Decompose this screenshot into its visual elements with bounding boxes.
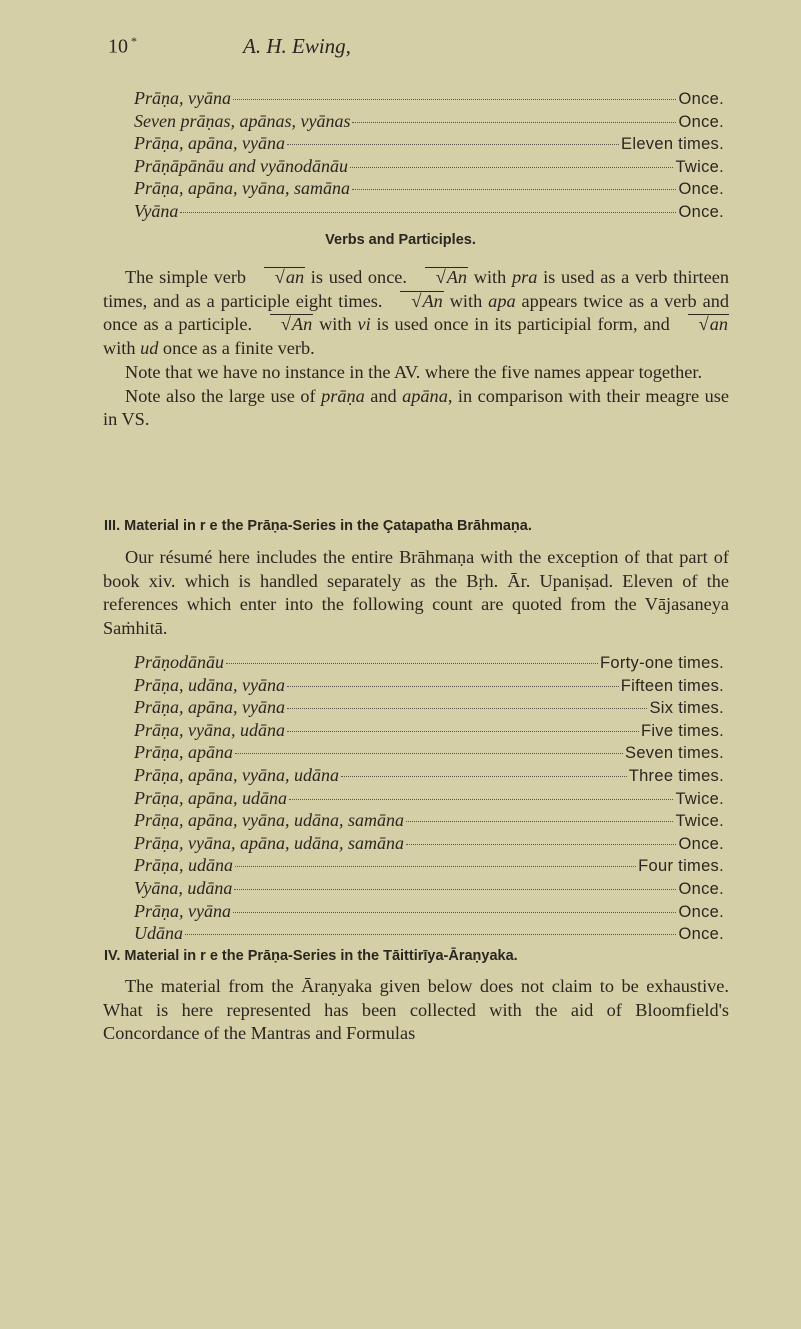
item-label: Prāṇa, vyāna, apāna, udāna, samāna (134, 832, 404, 853)
item-label: Prāṇodānāu (134, 652, 224, 672)
root-an-5: √ an (688, 314, 729, 333)
count-list-av (134, 88, 724, 224)
item-label: Vyāna (134, 200, 179, 221)
leader-dots (233, 912, 676, 913)
item-count: Once. (678, 879, 724, 898)
item-label: Seven prāṇas, apānas, vyānas (134, 110, 351, 131)
section-4-text: The material from the Āraṇyaka given below does not claim to be exhaustive. What is here represented has been collected with the aid of Bloomfield's Concordance of the Mantras and Formulas (103, 976, 729, 1044)
section-3-paragraph (103, 546, 729, 641)
leader-dots (352, 122, 676, 123)
list-item (134, 765, 724, 788)
item-count: Once. (678, 834, 724, 853)
list-item (134, 156, 724, 179)
item-count: Once. (678, 925, 724, 944)
item-count: Four times. (638, 857, 724, 876)
page-mark: * (131, 34, 137, 48)
list-item (134, 810, 724, 833)
leader-dots (287, 144, 619, 145)
item-label: Prāṇa, apāna, vyāna, udāna, samāna (134, 810, 404, 831)
section-3-text: Our résumé here includes the entire Brāhmaṇa with the exception of that part of book xiv. which is handled separately as the Bṛh. Ār. Upaniṣad. Eleven of the references which enter into the following count are quoted from the Vājasaneya Saṁhitā. (103, 547, 729, 639)
item-count: Once. (678, 902, 724, 921)
item-label: Prāṇa, udāna, vyāna (134, 674, 285, 695)
item-count: Once. (678, 112, 724, 131)
root-an-3: √ An (400, 291, 443, 310)
list-item (134, 178, 724, 201)
list-item (134, 88, 724, 111)
section-4-paragraph (103, 975, 729, 1046)
root-an-4: √ An (270, 314, 313, 333)
list-item (134, 923, 724, 946)
item-label: Udāna (134, 923, 183, 944)
list-item (134, 833, 724, 856)
item-count: Five times. (640, 721, 724, 740)
item-count: Twice. (675, 789, 724, 808)
item-label: Prāṇa, vyāna (134, 900, 231, 921)
item-label: Prāṇa, apāna, udāna (134, 787, 287, 808)
verbs-heading: Verbs and Participles. (325, 232, 476, 248)
list-item (134, 855, 724, 878)
section-3-heading: III. Material in r e the Prāṇa-Series in the Çatapatha Brāhmaṇa. (104, 518, 532, 534)
leader-dots (406, 844, 676, 845)
list-item (134, 788, 724, 811)
leader-dots (352, 189, 676, 190)
leader-dots (406, 821, 673, 822)
list-item (134, 133, 724, 156)
item-count: Six times. (649, 699, 724, 718)
list-item (134, 742, 724, 765)
item-count: Once. (678, 90, 724, 108)
section-4-heading: IV. Material in r e the Prāṇa-Series in the Tāittirīya-Āraṇyaka. (104, 948, 518, 964)
item-count: Fifteen times. (620, 676, 724, 695)
item-count: Twice. (675, 812, 724, 831)
leader-dots (289, 799, 673, 800)
leader-dots (235, 753, 623, 754)
leader-dots (235, 866, 636, 867)
leader-dots (226, 663, 598, 664)
leader-dots (233, 99, 676, 100)
note-five-names: Note that we have no instance in the AV. where the five names appear together. (125, 361, 703, 382)
root-an-2: √ An (425, 267, 468, 286)
item-count: Twice. (675, 157, 724, 176)
page-header (108, 34, 728, 64)
running-head: A. H. Ewing, (243, 34, 351, 58)
verbs-text: The simple verb √ an is used once. √ An with pra is used as a verb thirteen times, and as a participle eight times. √ An with apa appears twice as a verb and once as a participle. √ An with vi is used once in its participial form, and √ an with ud once as a finite verb. (103, 266, 729, 361)
item-count: Seven times. (625, 744, 724, 763)
note-large-use: Note also the large use of prāṇa and apāna, in comparison with their meagre use in VS. (103, 385, 729, 430)
item-label: Prāṇa, apāna (134, 742, 233, 763)
leader-dots (287, 731, 639, 732)
item-label: Prāṇa, apāna, vyāna, samāna (134, 178, 350, 199)
list-item (134, 201, 724, 224)
item-count: Forty-one times. (600, 654, 724, 672)
leader-dots (287, 708, 648, 709)
list-item (134, 878, 724, 901)
item-label: Prāṇa, apāna, vyāna (134, 697, 285, 718)
leader-dots (341, 776, 627, 777)
item-label: Prāṇa, vyāna (134, 88, 231, 108)
list-item (134, 720, 724, 743)
root-an-1: √ an (264, 267, 305, 286)
item-label: Prāṇa, apāna, vyāna (134, 133, 285, 154)
list-item (134, 697, 724, 720)
item-count: Once. (678, 180, 724, 199)
item-label: Prāṇa, vyāna, udāna (134, 719, 285, 740)
item-count: Three times. (628, 766, 724, 785)
verbs-paragraph (103, 266, 729, 432)
item-count: Eleven times. (621, 135, 724, 154)
list-item (134, 675, 724, 698)
leader-dots (287, 686, 619, 687)
leader-dots (185, 934, 676, 935)
count-list-sb (134, 652, 724, 946)
item-label: Prāṇāpānāu and vyānodānāu (134, 155, 348, 176)
item-label: Prāṇa, udāna (134, 855, 233, 876)
item-label: Vyāna, udāna (134, 877, 233, 898)
page-number: 10 * (108, 34, 137, 58)
list-item (134, 652, 724, 675)
item-label: Prāṇa, apāna, vyāna, udāna (134, 764, 339, 785)
item-count: Once. (678, 202, 724, 221)
leader-dots (180, 212, 676, 213)
leader-dots (234, 889, 676, 890)
list-item (134, 111, 724, 134)
leader-dots (350, 167, 673, 168)
list-item (134, 901, 724, 924)
